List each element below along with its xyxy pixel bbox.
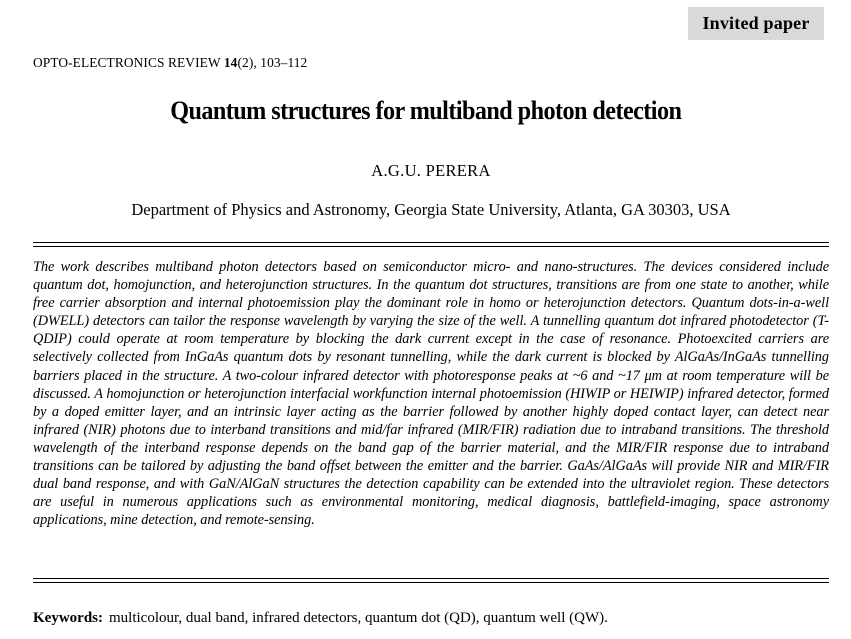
abstract-bottom-rule-inner bbox=[33, 578, 829, 579]
invited-paper-badge bbox=[688, 7, 824, 40]
abstract-top-rule-inner bbox=[33, 246, 829, 247]
author-affiliation: Department of Physics and Astronomy, Georgia State University, Atlanta, GA 30303, USA bbox=[131, 200, 731, 219]
abstract-top-rule-outer bbox=[33, 242, 829, 243]
abstract-bottom-rule-outer bbox=[33, 582, 829, 583]
journal-issue-pages: (2), 103–112 bbox=[237, 55, 308, 70]
keywords-list: multicolour, dual band, infrared detectors, quantum dot (QD), quantum well (QW). bbox=[109, 610, 608, 626]
journal-name: OPTO-ELECTRONICS REVIEW bbox=[33, 55, 221, 70]
badge-label: Invited paper bbox=[702, 13, 810, 33]
keywords-line bbox=[33, 610, 608, 627]
abstract-text: The work describes multiband photon detectors based on semiconductor micro- and nano-structures. The devices considered include quantum dot, homojunction, and heterojunction structures. In the quantum dot structures, transitions are from one state to another, while free carrier absorption and internal photoemission play the dominant role in homo or heterojunction detectors. Quantum dots-in-a-well (DWELL) detectors can tailor the response wavelength by varying the size of the well. A tunnelling quantum dot infrared photodetector (T-QDIP) could operate at room temperature by blocking the dark current except in the case of resonance. Photoexcited carriers are selectively collected from InGaAs quantum dots by resonant tunnelling, while the dark current is blocked by AlGaAs/InGaAs tunnelling barriers placed in the structure. A two-colour infrared detector with photoresponse peaks at ~6 and ~17 μm at room temperature will be discussed. A homojunction or heterojunction interfacial workfunction internal photoemission (HIWIP or HEIWIP) infrared detector, formed by a doped emitter layer, and an intrinsic layer acting as the barrier followed by another highly doped contact layer, can detect near infrared (NIR) photons due to interband transitions and mid/far infrared (MIR/FIR) radiation due to intraband transitions. The threshold wavelength of the interband response depends on the band gap of the barrier material, and the MIR/FIR response due to intraband transitions can be tailored by adjusting the band offset between the emitter and the barrier. GaAs/AlGaAs will provide NIR and MIR/FIR dual band response, and with GaN/AlGaN structures the detection capability can be extended into the ultraviolet region. These detectors are useful in numerous applications such as environmental monitoring, medical diagnosis, battlefield-imaging, space astronomy applications, mine detection, and remote-sensing. bbox=[33, 259, 829, 529]
keywords-label: Keywords: bbox=[33, 610, 103, 626]
journal-volume: 14 bbox=[223, 55, 238, 70]
paper-title: Quantum structures for multiband photon detection bbox=[170, 96, 682, 125]
paper-author: A.G.U. PERERA bbox=[371, 161, 491, 180]
journal-citation bbox=[33, 55, 307, 71]
